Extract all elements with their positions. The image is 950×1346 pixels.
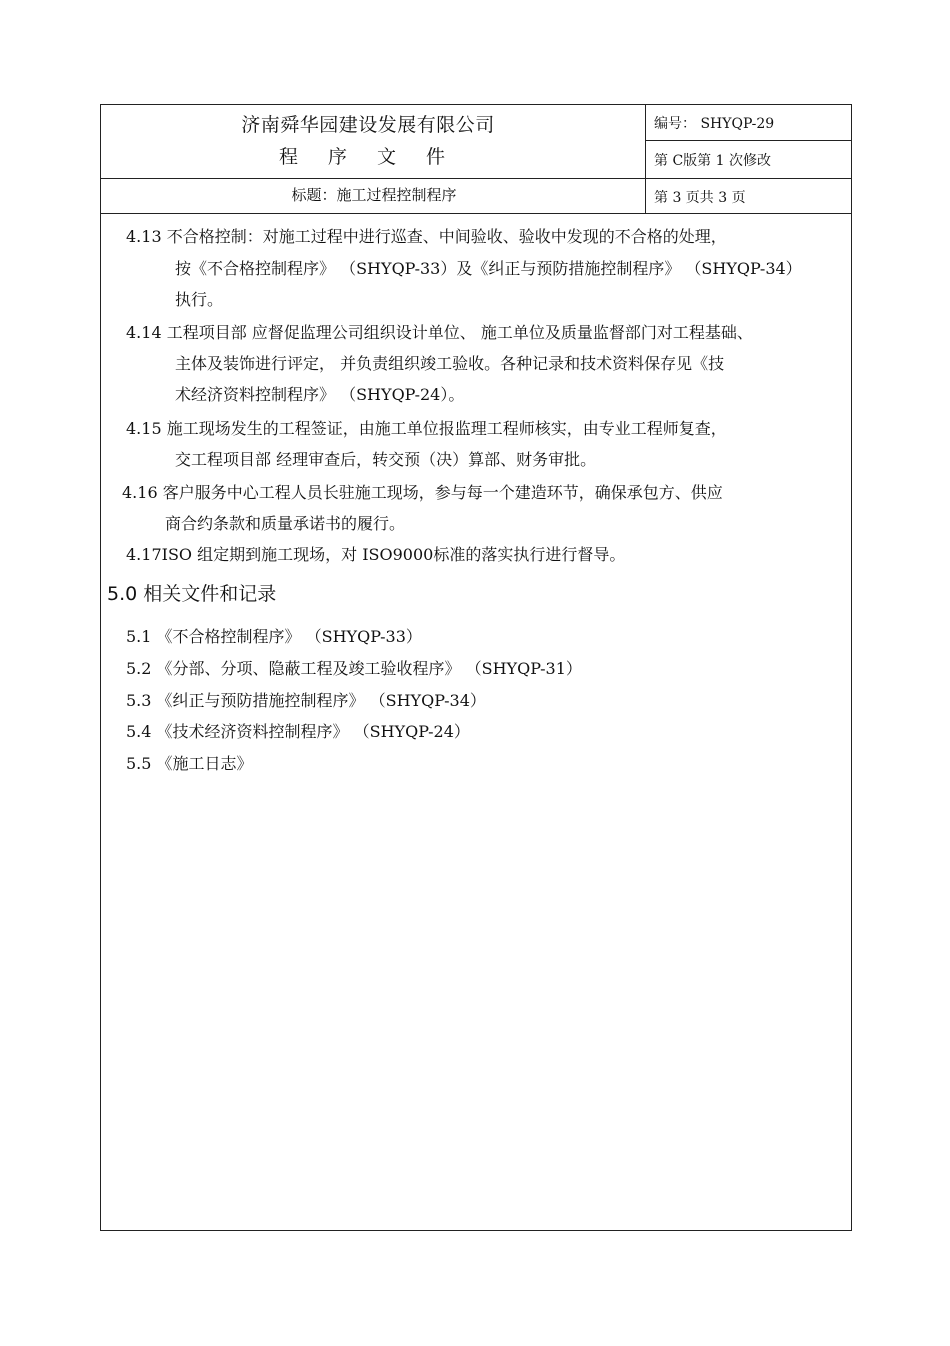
meta-divider [645, 140, 852, 141]
title-divider [100, 213, 852, 214]
reference-5-2: 5.2 《分部、分项、隐蔽工程及竣工验收程序》 （SHYQP-31） [126, 659, 582, 678]
company-name: 济南舜华园建设发展有限公司 [241, 114, 495, 136]
item-4-13-line-1: 4.13 不合格控制：对施工过程中进行巡查、中间验收、验收中发现的不合格的处理， [126, 227, 727, 246]
version-info: 第 C版第 1 次修改 [654, 153, 771, 169]
page-info: 第 3 页共 3 页 [654, 190, 746, 206]
item-4-17: 4.17ISO 组定期到施工现场，对 ISO9000标准的落实执行进行督导。 [126, 545, 626, 564]
item-4-14-line-2: 主体及装饰进行评定， 并负责组织竣工验收。各种记录和技术资料保存见《技 [175, 354, 725, 373]
section-5-heading: 5.0 相关文件和记录 [107, 583, 277, 605]
reference-5-5: 5.5 《施工日志》 [126, 754, 253, 773]
header-divider [100, 178, 852, 179]
item-4-13-line-3: 执行。 [175, 290, 224, 309]
reference-5-4: 5.4 《技术经济资料控制程序》 （SHYQP-24） [126, 722, 470, 741]
item-4-16-line-2: 商合约条款和质量承诺书的履行。 [165, 514, 406, 533]
item-4-15-line-2: 交工程项目部 经理审查后，转交预（决）算部、财务审批。 [175, 450, 597, 469]
reference-5-1: 5.1 《不合格控制程序》 （SHYQP-33） [126, 627, 422, 646]
item-4-15-line-1: 4.15 施工现场发生的工程签证，由施工单位报监理工程师核实，由专业工程师复查， [126, 419, 727, 438]
document-title: 标题：施工过程控制程序 [291, 186, 457, 204]
document-number: 编号： SHYQP-29 [654, 116, 775, 132]
item-4-14-line-1: 4.14 工程项目部 应督促监理公司组织设计单位、 施工单位及质量监督部门对工程基础、 [126, 323, 753, 342]
reference-5-3: 5.3 《纠正与预防措施控制程序》 （SHYQP-34） [126, 691, 486, 710]
item-4-14-line-3: 术经济资料控制程序》 （SHYQP-24）。 [175, 385, 465, 404]
item-4-16-line-1: 4.16 客户服务中心工程人员长驻施工现场，参与每一个建造环节，确保承包方、供应 [122, 483, 723, 502]
document-type: 程 序 文 件 [278, 146, 458, 168]
item-4-13-line-2: 按《不合格控制程序》 （SHYQP-33）及《纠正与预防措施控制程序》 （SHYQP-34） [175, 259, 802, 278]
